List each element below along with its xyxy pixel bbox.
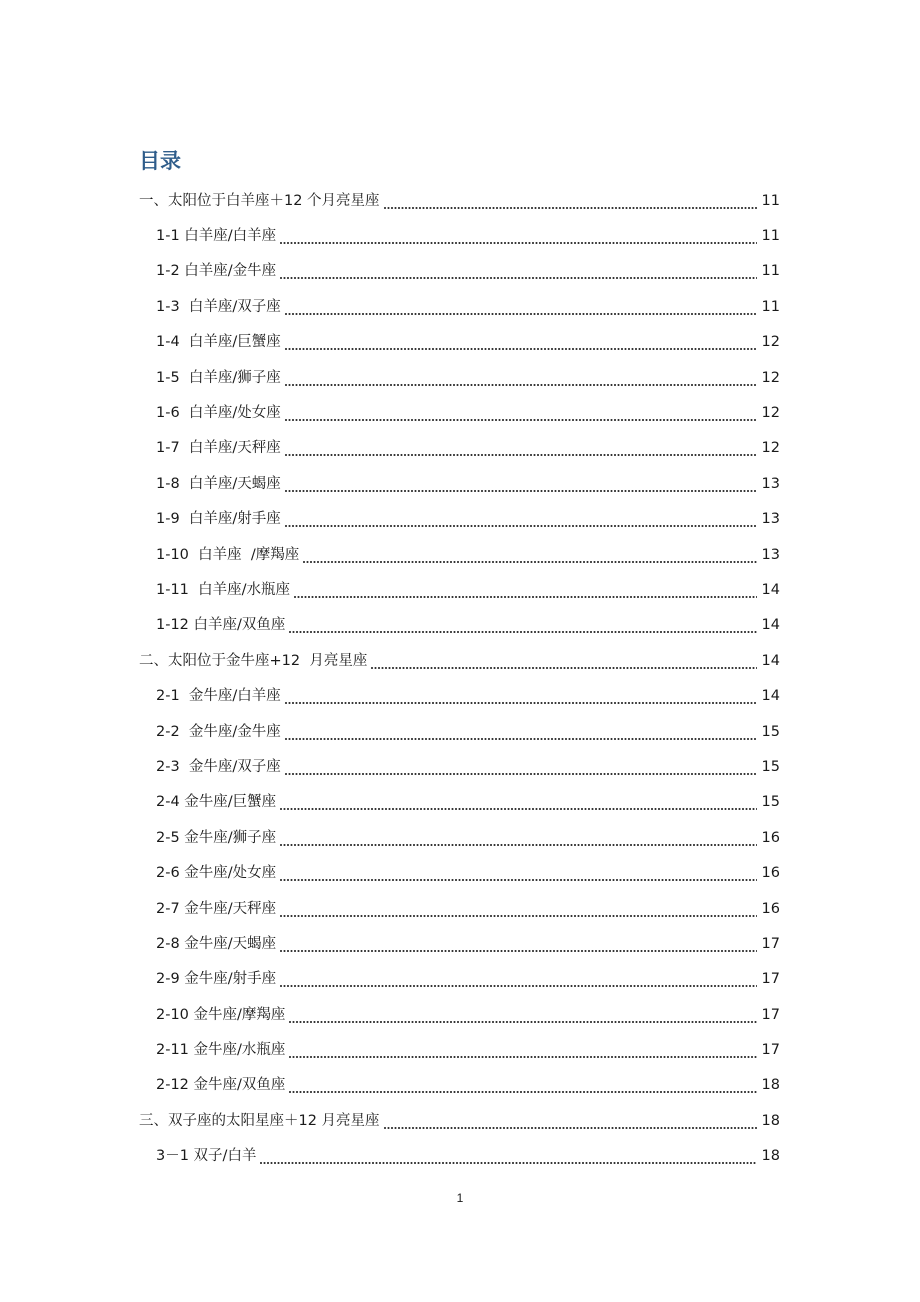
toc-entry-page-number: 11 (761, 228, 780, 245)
toc-subsection-entry[interactable] (0, 891, 920, 926)
toc-entry-label: 三、双子座的太阳星座＋12 月亮星座 (139, 1112, 380, 1129)
toc-subsection-entry[interactable] (0, 572, 920, 607)
dot-leader (280, 792, 757, 812)
toc-subsection-entry[interactable] (0, 678, 920, 713)
toc-entry-label: 2-12 金牛座/双鱼座 (156, 1077, 286, 1094)
dot-leader (285, 368, 757, 388)
toc-subsection-entry[interactable] (0, 608, 920, 643)
toc-entry-page-number: 11 (761, 263, 780, 280)
toc-entry-label: 1-8 白羊座/天蝎座 (156, 475, 281, 492)
toc-entry-label: 2-9 金牛座/射手座 (156, 971, 277, 988)
toc-entry-page-number: 18 (761, 1112, 780, 1129)
toc-entry-label: 3－1 双子/白羊 (156, 1148, 257, 1165)
toc-entry-page-number: 16 (761, 900, 780, 917)
toc-entry-page-number: 14 (761, 652, 780, 669)
toc-entry-page-number: 14 (761, 581, 780, 598)
toc-entry-page-number: 17 (761, 1006, 780, 1023)
dot-leader (285, 509, 757, 529)
toc-subsection-entry[interactable] (0, 1032, 920, 1067)
toc-entry-page-number: 18 (761, 1148, 780, 1165)
dot-leader (285, 297, 757, 317)
toc-subsection-entry[interactable] (0, 502, 920, 537)
toc-section-entry[interactable] (0, 643, 920, 678)
dot-leader (285, 474, 757, 494)
toc-entry-label: 2-8 金牛座/天蝎座 (156, 935, 277, 952)
dot-leader (384, 191, 757, 211)
toc-entry-label: 1-10 白羊座 /摩羯座 (156, 546, 300, 563)
toc-subsection-entry[interactable] (0, 749, 920, 784)
toc-subsection-entry[interactable] (0, 997, 920, 1032)
toc-subsection-entry[interactable] (0, 289, 920, 324)
dot-leader (285, 438, 757, 458)
toc-entry-page-number: 14 (761, 688, 780, 705)
toc-entry-page-number: 16 (761, 865, 780, 882)
dot-leader (280, 261, 757, 281)
toc-entry-label: 1-12 白羊座/双鱼座 (156, 617, 286, 634)
toc-subsection-entry[interactable] (0, 1068, 920, 1103)
toc-subsection-entry[interactable] (0, 855, 920, 890)
toc-subsection-entry[interactable] (0, 537, 920, 572)
dot-leader (280, 828, 757, 848)
toc-subsection-entry[interactable] (0, 325, 920, 360)
dot-leader (371, 651, 757, 671)
toc-entry-page-number: 11 (761, 192, 780, 209)
toc-entry-page-number: 15 (761, 758, 780, 775)
dot-leader (285, 332, 757, 352)
toc-entry-label: 2-10 金牛座/摩羯座 (156, 1006, 286, 1023)
toc-title: 目录 (139, 149, 181, 173)
table-of-contents (0, 183, 920, 1174)
toc-entry-label: 1-7 白羊座/天秤座 (156, 440, 281, 457)
dot-leader (280, 934, 757, 954)
toc-entry-label: 2-3 金牛座/双子座 (156, 758, 281, 775)
dot-leader (280, 969, 757, 989)
toc-entry-label: 二、太阳位于金牛座+12 月亮星座 (139, 652, 368, 669)
dot-leader (280, 899, 757, 919)
dot-leader (285, 722, 757, 742)
toc-subsection-entry[interactable] (0, 395, 920, 430)
toc-entry-label: 1-11 白羊座/水瓶座 (156, 581, 291, 598)
toc-entry-label: 1-4 白羊座/巨蟹座 (156, 334, 281, 351)
toc-entry-page-number: 13 (761, 546, 780, 563)
toc-entry-page-number: 18 (761, 1077, 780, 1094)
dot-leader (289, 1075, 757, 1095)
toc-entry-page-number: 16 (761, 829, 780, 846)
toc-subsection-entry[interactable] (0, 714, 920, 749)
toc-subsection-entry[interactable] (0, 962, 920, 997)
toc-entry-page-number: 12 (761, 369, 780, 386)
toc-entry-page-number: 17 (761, 935, 780, 952)
toc-entry-label: 1-3 白羊座/双子座 (156, 298, 281, 315)
toc-entry-page-number: 15 (761, 723, 780, 740)
dot-leader (285, 403, 757, 423)
toc-entry-label: 1-6 白羊座/处女座 (156, 405, 281, 422)
dot-leader (294, 580, 757, 600)
toc-entry-page-number: 12 (761, 440, 780, 457)
toc-entry-page-number: 13 (761, 475, 780, 492)
toc-subsection-entry[interactable] (0, 926, 920, 961)
toc-subsection-entry[interactable] (0, 254, 920, 289)
toc-entry-label: 1-9 白羊座/射手座 (156, 511, 281, 528)
toc-section-entry[interactable] (0, 183, 920, 218)
toc-entry-page-number: 13 (761, 511, 780, 528)
toc-entry-page-number: 12 (761, 405, 780, 422)
dot-leader (280, 863, 757, 883)
toc-subsection-entry[interactable] (0, 218, 920, 253)
dot-leader (384, 1111, 757, 1131)
toc-subsection-entry[interactable] (0, 466, 920, 501)
toc-entry-label: 2-7 金牛座/天秤座 (156, 900, 277, 917)
dot-leader (260, 1146, 757, 1166)
toc-section-entry[interactable] (0, 1103, 920, 1138)
toc-entry-page-number: 17 (761, 1042, 780, 1059)
toc-entry-label: 1-1 白羊座/白羊座 (156, 228, 277, 245)
dot-leader (289, 1040, 757, 1060)
toc-entry-label: 2-2 金牛座/金牛座 (156, 723, 281, 740)
toc-entry-page-number: 15 (761, 794, 780, 811)
dot-leader (289, 1005, 757, 1025)
dot-leader (285, 686, 757, 706)
toc-entry-page-number: 12 (761, 334, 780, 351)
toc-subsection-entry[interactable] (0, 431, 920, 466)
toc-entry-label: 一、太阳位于白羊座＋12 个月亮星座 (139, 192, 380, 209)
toc-subsection-entry[interactable] (0, 360, 920, 395)
toc-entry-label: 1-5 白羊座/狮子座 (156, 369, 281, 386)
toc-entry-label: 2-6 金牛座/处女座 (156, 865, 277, 882)
toc-entry-label: 2-1 金牛座/白羊座 (156, 688, 281, 705)
toc-entry-label: 2-11 金牛座/水瓶座 (156, 1042, 286, 1059)
toc-subsection-entry[interactable] (0, 785, 920, 820)
dot-leader (303, 545, 757, 565)
toc-subsection-entry[interactable] (0, 1139, 920, 1174)
toc-entry-page-number: 11 (761, 298, 780, 315)
dot-leader (280, 226, 757, 246)
toc-entry-label: 2-4 金牛座/巨蟹座 (156, 794, 277, 811)
dot-leader (285, 757, 757, 777)
toc-subsection-entry[interactable] (0, 820, 920, 855)
toc-entry-page-number: 17 (761, 971, 780, 988)
toc-entry-label: 2-5 金牛座/狮子座 (156, 829, 277, 846)
toc-entry-label: 1-2 白羊座/金牛座 (156, 263, 277, 280)
page-number: 1 (456, 1191, 464, 1205)
toc-entry-page-number: 14 (761, 617, 780, 634)
dot-leader (289, 615, 757, 635)
